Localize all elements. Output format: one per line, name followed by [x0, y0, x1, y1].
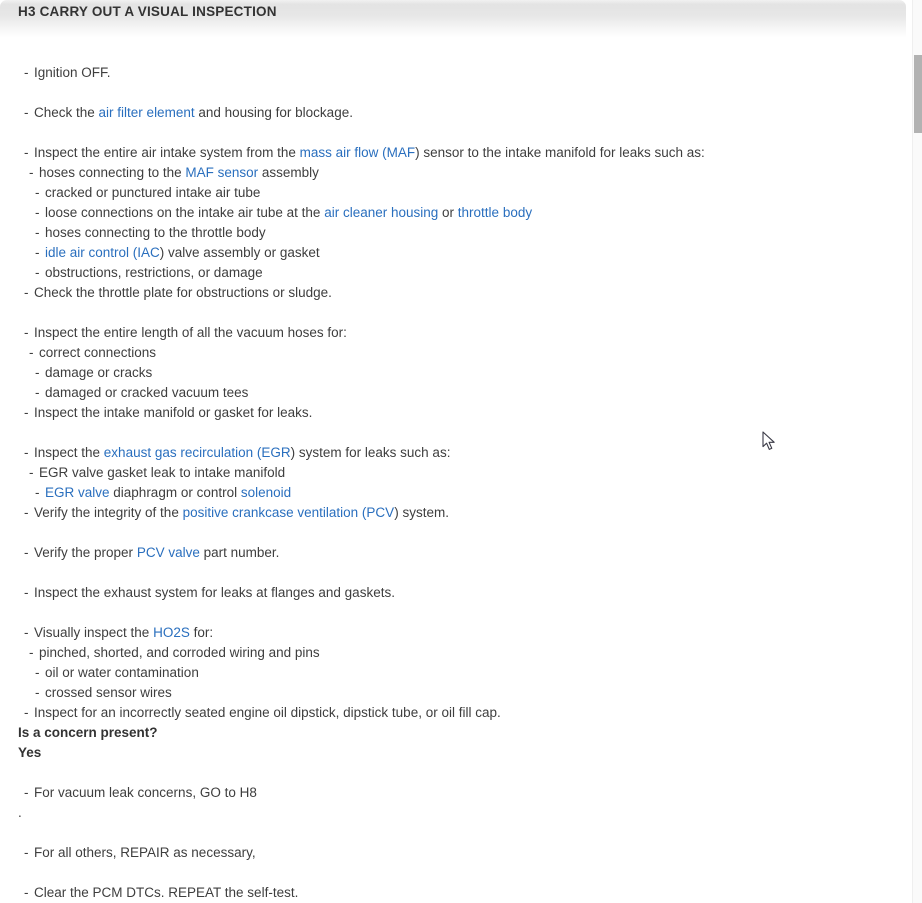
- text-segment: Clear the PCM DTCs. REPEAT the self-test.: [34, 885, 299, 900]
- bullet-dash: -: [24, 405, 29, 420]
- text-segment: correct connections: [39, 345, 157, 360]
- text-line: [0, 443, 922, 463]
- bullet-dash: -: [35, 485, 40, 500]
- text-line: [0, 143, 922, 163]
- bullet-dash: -: [24, 145, 29, 160]
- text-segment: Verify the integrity of the: [34, 505, 183, 520]
- text-line: [0, 623, 922, 643]
- link-pcv-valve[interactable]: PCV valve: [136, 545, 200, 560]
- text-segment: or: [438, 205, 458, 220]
- line-text: [18, 743, 41, 763]
- link-ho2s[interactable]: HO2S: [153, 625, 190, 640]
- text-line: [0, 323, 922, 343]
- text-line: [0, 103, 922, 123]
- text-segment: .: [18, 805, 22, 820]
- text-line: [0, 583, 922, 603]
- text-segment: damage or cracks: [45, 365, 153, 380]
- text-line: [0, 783, 922, 803]
- link-mass-air-flow-maf[interactable]: mass air flow (MAF: [299, 145, 416, 160]
- text-segment: ) valve assembly or gasket: [159, 245, 320, 260]
- link-positive-crankcase-ventilation-pcv[interactable]: positive crankcase ventilation (PCV: [182, 505, 395, 520]
- bullet-dash: -: [35, 665, 40, 680]
- line-text: [34, 843, 256, 863]
- text-segment: crossed sensor wires: [45, 685, 172, 700]
- link-air-cleaner-housing[interactable]: air cleaner housing: [324, 205, 439, 220]
- line-text: [34, 623, 213, 643]
- bullet-dash: -: [24, 285, 29, 300]
- link-air-filter-element[interactable]: air filter element: [98, 105, 195, 120]
- blank-line: [0, 523, 922, 543]
- text-segment: Inspect the: [34, 445, 104, 460]
- bullet-dash: -: [24, 105, 29, 120]
- bullet-dash: -: [24, 545, 29, 560]
- bullet-dash: -: [24, 65, 29, 80]
- text-segment: hoses connecting to the: [39, 165, 186, 180]
- text-line: [0, 643, 922, 663]
- blank-line: [0, 423, 922, 443]
- text-segment: ) system for leaks such as:: [290, 445, 451, 460]
- blank-line: [0, 123, 922, 143]
- bullet-dash: -: [35, 225, 40, 240]
- line-text: [39, 463, 285, 483]
- text-segment: assembly: [258, 165, 319, 180]
- text-line: [0, 343, 922, 363]
- text-segment: and housing for blockage.: [194, 105, 353, 120]
- bullet-dash: -: [35, 185, 40, 200]
- text-line: [0, 403, 922, 423]
- text-line: [0, 203, 922, 223]
- line-text: [45, 383, 248, 403]
- bullet-dash: -: [35, 265, 40, 280]
- line-text: [34, 103, 353, 123]
- line-text: [45, 243, 320, 263]
- bullet-dash: -: [35, 365, 40, 380]
- text-segment: diaphragm or control: [109, 485, 241, 500]
- line-text: [34, 403, 312, 423]
- line-text: [45, 203, 532, 223]
- text-line: [0, 683, 922, 703]
- section-header: [0, 0, 906, 38]
- line-text: [45, 223, 266, 243]
- text-segment: Check the throttle plate for obstructions or sludge.: [34, 285, 332, 300]
- text-line: [0, 503, 922, 523]
- bullet-dash: -: [24, 505, 29, 520]
- bullet-dash: -: [35, 245, 40, 260]
- text-segment: ) sensor to the intake manifold for leaks such as:: [415, 145, 705, 160]
- text-segment: pinched, shorted, and corroded wiring and pins: [39, 645, 320, 660]
- line-text: [39, 343, 156, 363]
- line-text: [18, 723, 158, 743]
- line-text: [34, 543, 279, 563]
- line-text: [34, 583, 395, 603]
- text-segment: Visually inspect the: [34, 625, 154, 640]
- text-line: [0, 883, 922, 903]
- link-egr-valve[interactable]: EGR valve: [45, 485, 110, 500]
- text-segment: oil or water contamination: [45, 665, 199, 680]
- line-text: [34, 703, 501, 723]
- blank-line: [0, 563, 922, 583]
- blank-line: [0, 863, 922, 883]
- bullet-dash: -: [29, 465, 34, 480]
- bullet-dash: -: [35, 385, 40, 400]
- blank-line: [0, 83, 922, 103]
- bullet-dash: -: [24, 325, 29, 340]
- text-line: [0, 663, 922, 683]
- text-segment: For all others, REPAIR as necessary,: [34, 845, 256, 860]
- text-segment: Inspect for an incorrectly seated engine oil dipstick, dipstick tube, or oil fill cap.: [34, 705, 501, 720]
- text-segment: Inspect the entire air intake system from the: [34, 145, 300, 160]
- bullet-dash: -: [29, 165, 34, 180]
- text-segment: For vacuum leak concerns, GO to H8: [34, 785, 257, 800]
- line-text: [34, 783, 257, 803]
- text-line: [0, 843, 922, 863]
- text-line: [0, 183, 922, 203]
- bullet-dash: -: [35, 685, 40, 700]
- content-lines: [0, 38, 922, 903]
- text-line: [0, 263, 922, 283]
- text-segment: cracked or punctured intake air tube: [45, 185, 261, 200]
- text-line: [0, 483, 922, 503]
- bullet-dash: -: [29, 345, 34, 360]
- text-line: [0, 703, 922, 723]
- blank-line: [0, 763, 922, 783]
- text-line: [0, 63, 922, 83]
- line-text: [45, 363, 152, 383]
- line-text: [18, 803, 22, 823]
- text-segment: Ignition OFF.: [34, 65, 111, 80]
- line-text: [34, 883, 298, 903]
- text-segment: loose connections on the intake air tube at the: [45, 205, 325, 220]
- line-text: [34, 63, 111, 83]
- text-line: [0, 463, 922, 483]
- bullet-dash: -: [24, 445, 29, 460]
- line-text: [34, 283, 332, 303]
- bullet-dash: -: [24, 705, 29, 720]
- bullet-dash: -: [29, 645, 34, 660]
- link-maf-sensor[interactable]: MAF sensor: [185, 165, 259, 180]
- text-segment: Verify the proper: [34, 545, 137, 560]
- text-segment: Inspect the entire length of all the vacuum hoses for:: [34, 325, 347, 340]
- blank-line: [0, 303, 922, 323]
- text-segment: hoses connecting to the throttle body: [45, 225, 266, 240]
- line-text: [34, 143, 705, 163]
- link-exhaust-gas-recirculation-egr[interactable]: exhaust gas recirculation (EGR: [103, 445, 291, 460]
- line-text: [45, 483, 291, 503]
- text-segment: damaged or cracked vacuum tees: [45, 385, 249, 400]
- line-text: [34, 323, 347, 343]
- text-line: [0, 383, 922, 403]
- text-line: [0, 283, 922, 303]
- text-line: [0, 163, 922, 183]
- text-segment: Inspect the intake manifold or gasket for leaks.: [34, 405, 313, 420]
- text-segment: Is a concern present?: [18, 725, 158, 740]
- text-segment: obstructions, restrictions, or damage: [45, 265, 263, 280]
- link-throttle-body[interactable]: throttle body: [457, 205, 533, 220]
- bullet-dash: -: [24, 845, 29, 860]
- answer-line: [0, 743, 922, 763]
- text-segment: for:: [189, 625, 214, 640]
- bullet-dash: -: [24, 625, 29, 640]
- line-text: [45, 183, 260, 203]
- line-text: [45, 263, 263, 283]
- bullet-dash: -: [24, 885, 29, 900]
- text-segment: part number.: [199, 545, 280, 560]
- line-text: [45, 663, 199, 683]
- text-segment: Inspect the exhaust system for leaks at flanges and gaskets.: [34, 585, 395, 600]
- blank-line: [0, 823, 922, 843]
- text-line: [0, 543, 922, 563]
- blank-line: [0, 603, 922, 623]
- link-idle-air-control-iac[interactable]: idle air control (IAC: [45, 245, 160, 260]
- bullet-dash: -: [35, 205, 40, 220]
- text-segment: Yes: [18, 745, 42, 760]
- text-segment: Check the: [34, 105, 99, 120]
- bullet-dash: -: [24, 585, 29, 600]
- page-title: H3 CARRY OUT A VISUAL INSPECTION: [18, 4, 277, 19]
- line-text: [34, 443, 450, 463]
- line-text: [45, 683, 172, 703]
- bullet-dash: -: [24, 785, 29, 800]
- scrollbar-track[interactable]: [912, 0, 922, 903]
- text-line: [0, 363, 922, 383]
- line-text: [39, 643, 320, 663]
- link-solenoid[interactable]: solenoid: [240, 485, 292, 500]
- line-text: [39, 163, 319, 183]
- period-line: [0, 803, 922, 823]
- text-segment: ) system.: [394, 505, 449, 520]
- text-line: [0, 243, 922, 263]
- line-text: [34, 503, 449, 523]
- question-line: [0, 723, 922, 743]
- scrollbar-thumb[interactable]: [914, 55, 922, 133]
- text-segment: EGR valve gasket leak to intake manifold: [39, 465, 286, 480]
- text-line: [0, 223, 922, 243]
